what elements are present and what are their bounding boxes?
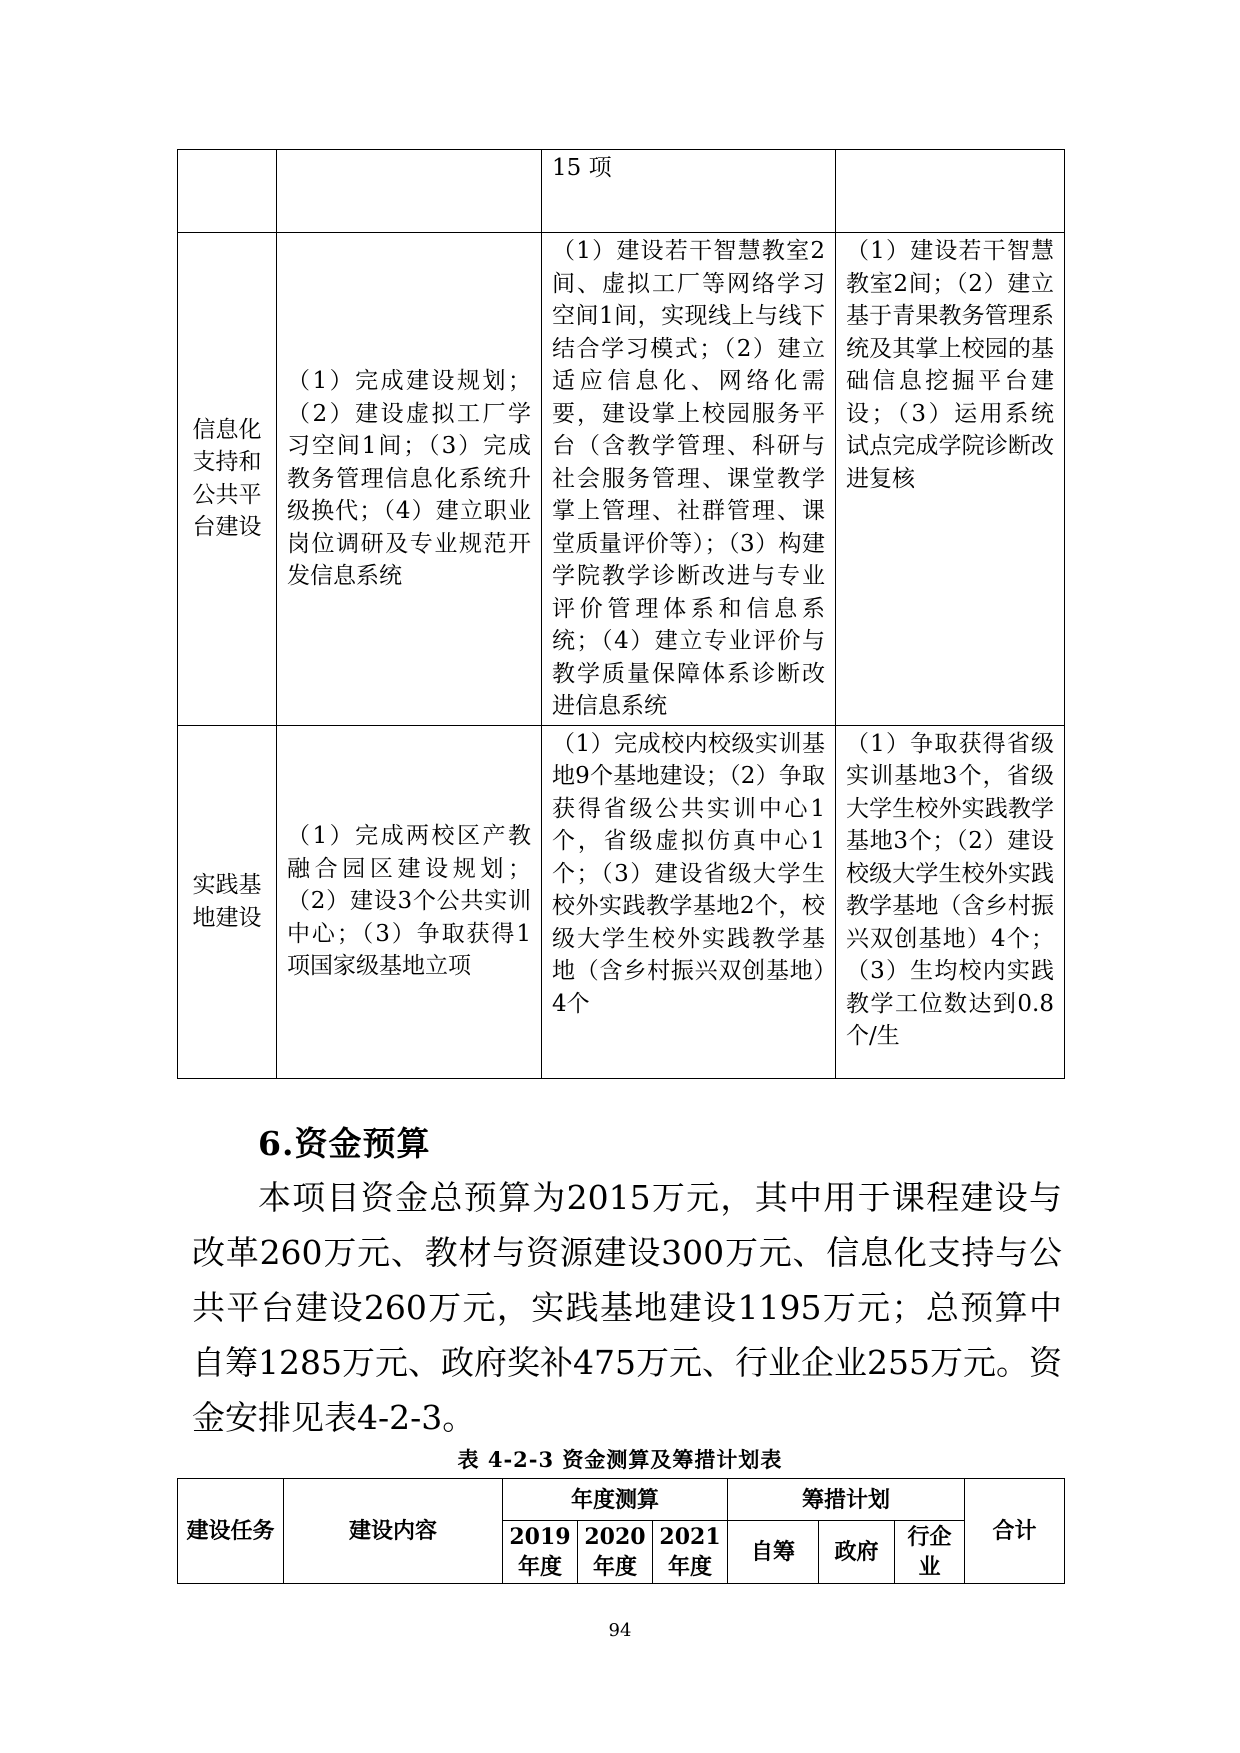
task-cell — [178, 150, 277, 233]
table-row — [178, 233, 1065, 726]
table-row — [178, 725, 1065, 1078]
header-funding: 筹措计划 — [728, 1479, 965, 1521]
header-2019: 2019年度 — [503, 1521, 578, 1584]
measures-cell: （1）完成校内校级实训基地9个基地建设；（2）争取获得省级公共实训中心1个，省级虚拟仿真中心1个；（3）建设省级大学生校外实践教学基地2个，校级大学生校外实践教学基地（含乡村振兴双创基地）4个 — [542, 725, 836, 1078]
goal-cell — [277, 150, 542, 233]
goal-cell: （1）完成两校区产教融合园区建设规划；（2）建设3个公共实训中心；（3）争取获得1项国家级基地立项 — [277, 725, 542, 1078]
task-cell: 信息化支持和公共平台建设 — [178, 233, 277, 726]
indicators-cell: （1）建设若干智慧教室2间；（2）建立基于青果教务管理系统及其掌上校园的基础信息挖掘平台建设；（3）运用系统试点完成学院诊断改进复核 — [836, 233, 1065, 726]
task-cell: 实践基地建设 — [178, 725, 277, 1078]
header-industry: 行企业 — [895, 1521, 965, 1584]
header-task: 建设任务 — [178, 1479, 284, 1584]
table-row — [178, 150, 1065, 233]
goal-cell: （1）完成建设规划；（2）建设虚拟工厂学习空间1间；（3）完成教务管理信息化系统升级换代；（4）建立职业岗位调研及专业规范开发信息系统 — [277, 233, 542, 726]
budget-table — [177, 1478, 1065, 1584]
page-number: 94 — [608, 1620, 632, 1641]
table-caption: 表 4-2-3 资金测算及筹措计划表 — [457, 1447, 783, 1472]
plan-table — [177, 149, 1065, 1079]
header-2020: 2020年度 — [578, 1521, 653, 1584]
section-paragraph: 本项目资金总预算为2015万元，其中用于课程建设与改革260万元、教材与资源建设300万元、信息化支持与公共平台建设260万元，实践基地建设1195万元；总预算中自筹1285万元、政府奖补475万元、行业企业255万元。资金安排见表4-2-3。 — [192, 1178, 1062, 1437]
budget-header-row — [178, 1479, 1065, 1521]
header-total: 合计 — [965, 1479, 1065, 1584]
measures-cell: （1）建设若干智慧教室2间、虚拟工厂等网络学习空间1间，实现线上与线下结合学习模式；（2）建立适应信息化、网络化需要，建设掌上校园服务平台（含教学管理、科研与社会服务管理、课堂教学掌上管理、社群管理、课堂质量评价等）；（3）构建学院教学诊断改进与专业评价管理体系和信息系统；（4）建立专业评价与教学质量保障体系诊断改进信息系统 — [542, 233, 836, 726]
header-2021: 2021年度 — [653, 1521, 728, 1584]
indicators-cell: （1）争取获得省级实训基地3个，省级大学生校外实践教学基地3个；（2）建设校级大学生校外实践教学基地（含乡村振兴双创基地）4个；（3）生均校内实践教学工位数达到0.8个/生 — [836, 725, 1065, 1078]
header-content: 建设内容 — [284, 1479, 503, 1584]
header-government: 政府 — [819, 1521, 895, 1584]
header-self-funded: 自筹 — [728, 1521, 819, 1584]
header-annual: 年度测算 — [503, 1479, 728, 1521]
indicators-cell — [836, 150, 1065, 233]
section-heading: 6.资金预算 — [258, 1124, 431, 1163]
measures-cell: 15 项 — [542, 150, 836, 233]
